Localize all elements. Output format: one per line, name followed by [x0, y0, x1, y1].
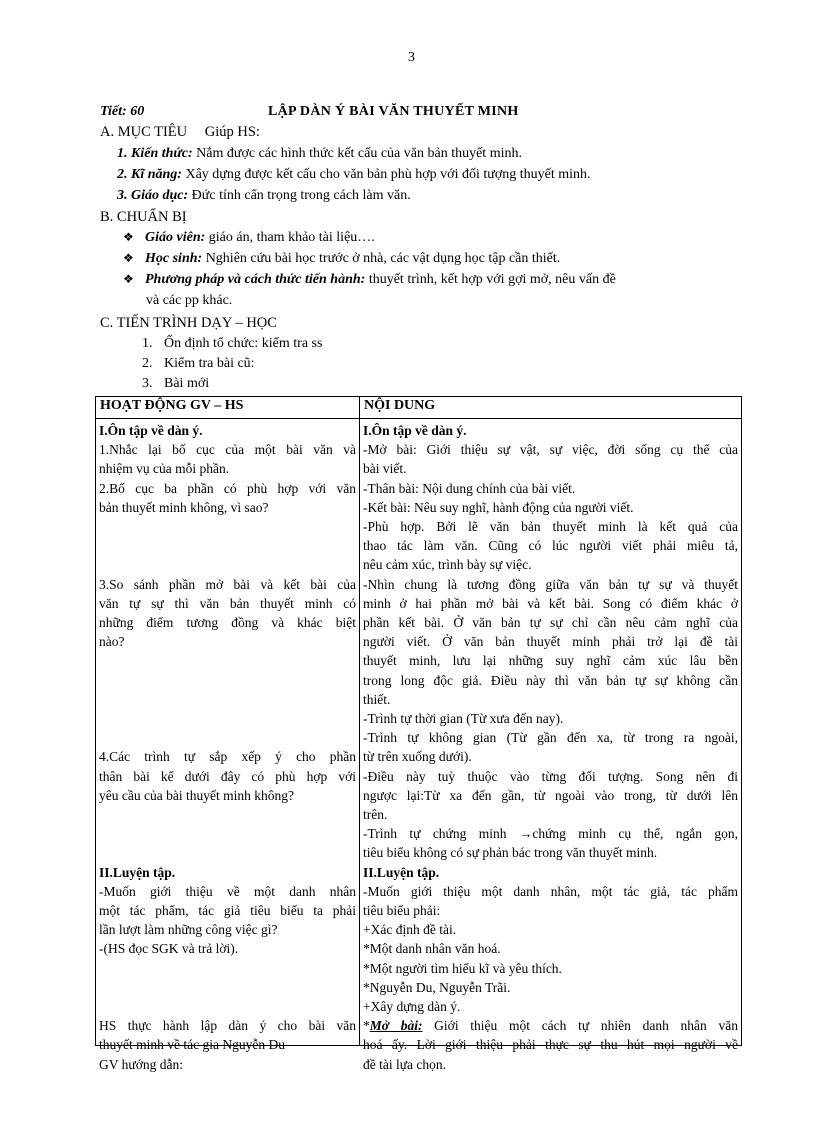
objective-skill [117, 167, 591, 183]
content-cell [360, 419, 742, 1072]
content-line: tiêu biểu phải: [363, 903, 441, 918]
objective-knowledge [117, 146, 522, 162]
content-line [363, 1016, 738, 1035]
lesson-table [95, 396, 742, 1072]
content-line: đề tài lựa chọn. [363, 1056, 447, 1072]
content-line: minh ở hai phần mở bài và kết bài. Song có điểm khác ở [363, 595, 738, 611]
activity-line: một tác phẩm, tác giả tiêu biểu ta phải [99, 903, 356, 918]
activity-line: văn tự sự thì văn bản thuyết minh có [99, 595, 356, 611]
content-line: II.Luyện tập. [363, 864, 440, 880]
section-a-intro: Giúp HS: [204, 124, 260, 140]
content-line: -Phù hợp. Bởi lẽ văn bản thuyết minh là kết quả của [363, 519, 738, 534]
content-line: +Xây dựng dàn ý. [363, 999, 461, 1014]
content-line: thuyết minh, lưu lại những suy nghĩ cảm xúc lâu bền [363, 653, 738, 669]
content-line: bài viết. [363, 461, 407, 477]
prep-teacher [123, 230, 375, 246]
step-item [142, 376, 209, 392]
step-text: Ổn định tổ chức: kiểm tra ss [164, 336, 323, 351]
underlined-label: Mở bài: [369, 1018, 423, 1034]
content-line: người viết. Ở văn bản thuyết minh phải trở lại đề tài [363, 634, 738, 650]
prep-label: Phương pháp và cách thức tiến hành: [145, 272, 366, 287]
objective-text: Xây dựng được kết cấu cho văn bản phù hợp với đối tượng thuyết minh. [181, 167, 591, 182]
diamond-bullet-icon: ❖ [123, 230, 134, 244]
content-line: +Xác định đề tài. [363, 922, 457, 938]
activity-line: nào? [99, 634, 125, 650]
step-number: 2. [142, 356, 153, 371]
content-line: -Trình tự thời gian (Từ xưa đến nay). [363, 711, 564, 726]
content-column-header: NỘI DUNG [360, 397, 742, 419]
objective-text: Nắm được các hình thức kết cấu của văn bản thuyết minh. [192, 146, 522, 161]
step-text: Bài mới [164, 376, 210, 391]
content-line: -Muốn giới thiệu một danh nhân, một tác giả, tác phẩm [363, 883, 738, 899]
content-line: thiết. [363, 691, 391, 707]
content-line: -Điều này tuỳ thuộc vào từng đối tượng. Song nên đi [363, 768, 738, 784]
content-line: -Trình tự chứng minh →chứng minh cụ thể, ngắn gọn, [363, 826, 738, 842]
activity-line: 1.Nhắc lại bố cục của một bài văn và [99, 442, 356, 458]
activity-line: những điểm tương đồng và khác biệt [99, 615, 356, 630]
table-header-row [96, 397, 742, 419]
objective-label: 1. Kiến thức: [117, 146, 193, 161]
activity-line: GV hướng dẫn: [99, 1056, 183, 1072]
objective-education [117, 188, 411, 204]
section-b-heading: B. CHUẨN BỊ [100, 209, 187, 225]
objective-text: Đức tính cẩn trọng trong cách làm văn. [188, 188, 411, 203]
prep-method-continued: và các pp khác. [146, 293, 233, 308]
activity-line: bản thuyết minh không, vì sao? [99, 499, 269, 515]
prep-student [123, 251, 560, 267]
content-line: *Một người tìm hiểu kĩ và yêu thích. [363, 960, 562, 976]
content-line: trên. [363, 807, 388, 822]
step-number: 3. [142, 376, 153, 391]
activity-line: thuyết minh về tác gia Nguyễn Du [99, 1037, 285, 1053]
activity-column-header: HOẠT ĐỘNG GV – HS [96, 397, 360, 419]
content-line: -Kết bài: Nêu suy nghĩ, hành động của người viết. [363, 499, 634, 515]
prep-method [123, 272, 616, 288]
activity-line: 4.Các trình tự sắp xếp ý cho phần [99, 749, 356, 765]
activity-line: -(HS đọc SGK và trả lời). [99, 941, 239, 957]
content-line: -Trình tự không gian (Từ gần đến xa, từ trong ra ngoài, [363, 730, 738, 746]
diamond-bullet-icon: ❖ [123, 251, 134, 265]
content-line: *Một danh nhân văn hoá. [363, 941, 501, 957]
section-c-heading: C. TIẾN TRÌNH DẠY – HỌC [100, 315, 277, 331]
content-line: từ trên xuống dưới). [363, 749, 472, 765]
objective-label: 2. Kĩ năng: [117, 167, 182, 182]
prep-label: Học sinh: [145, 251, 203, 266]
activity-line: lần lượt làm những công việc gì? [99, 922, 278, 938]
content-line: nêu cảm xúc, trình bày sự việc. [363, 557, 532, 573]
activity-line: thân bài kể dưới đây có phù hợp với [99, 768, 356, 784]
table-body-row [96, 419, 742, 1046]
content-line: thao tác làm văn. Cũng có lúc người viết phải miêu tả, [363, 538, 738, 554]
activity-line: -Muốn giới thiệu về một danh nhân [99, 883, 356, 899]
activity-line: I.Ôn tập về dàn ý. [99, 423, 203, 438]
prep-text: giáo án, tham khảo tài liệu…. [205, 230, 375, 245]
content-line: *Nguyễn Du, Nguyễn Trãi. [363, 979, 511, 995]
diamond-bullet-icon: ❖ [123, 272, 134, 286]
activity-line: yêu cầu của bài thuyết minh không? [99, 787, 294, 803]
content-line: hoá ấy. Lời giới thiệu phải thực sự thu hút mọi người về [363, 1037, 738, 1053]
step-item [142, 356, 255, 372]
activity-line: 2.Bố cục ba phần có phù hợp với văn [99, 480, 356, 496]
content-line: -Nhìn chung là tương đồng giữa văn bản tự sự và thuyết [363, 576, 738, 592]
objective-label: 3. Giáo dục: [117, 188, 189, 203]
prep-label: Giáo viên: [145, 230, 206, 245]
section-a-title: A. MỤC TIÊU [100, 124, 188, 140]
step-number: 1. [142, 336, 153, 351]
activity-line: II.Luyện tập. [99, 864, 176, 880]
page-number: 3 [408, 50, 415, 65]
prep-text: Nghiên cứu bài học trước ở nhà, các vật dụng học tập cần thiết. [202, 251, 561, 266]
lesson-label: Tiết: 60 [100, 104, 145, 119]
content-line: ngược lại:Từ xa đến gần, từ ngoài vào trong, từ dưới lên [363, 787, 738, 803]
content-line: tiêu biểu không có sự phản bác trong văn thuyết minh. [363, 845, 658, 861]
content-line: phần kết bài. Ở văn bản tự sự chỉ cần nêu cảm nghĩ của [363, 615, 738, 630]
prep-text: thuyết trình, kết hợp với gợi mở, nêu vấn đề [365, 272, 616, 287]
activity-line: HS thực hành lập dàn ý cho bài văn [99, 1018, 356, 1034]
line-text: Giới thiệu một cách tự nhiên danh nhân văn [422, 1018, 738, 1034]
content-line: trong long độc giả. Điều này thì văn bản tự sự không cần [363, 672, 738, 688]
content-line: I.Ôn tập về dàn ý. [363, 423, 467, 438]
step-text: Kiểm tra bài cũ: [164, 356, 255, 371]
section-a-heading [100, 124, 260, 141]
activity-line: 3.So sánh phần mở bài và kết bài của [99, 576, 356, 592]
content-line: -Mở bài: Giới thiệu sự vật, sự việc, đời sống cụ thể của [363, 442, 738, 458]
activity-cell [96, 419, 360, 1072]
page-title: LẬP DÀN Ý BÀI VĂN THUYẾT MINH [268, 104, 519, 119]
content-line: -Thân bài: Nội dung chính của bài viết. [363, 480, 576, 496]
activity-line: nhiệm vụ của mỗi phần. [99, 461, 230, 477]
marker-text: * [363, 1018, 370, 1034]
step-item [142, 336, 322, 352]
